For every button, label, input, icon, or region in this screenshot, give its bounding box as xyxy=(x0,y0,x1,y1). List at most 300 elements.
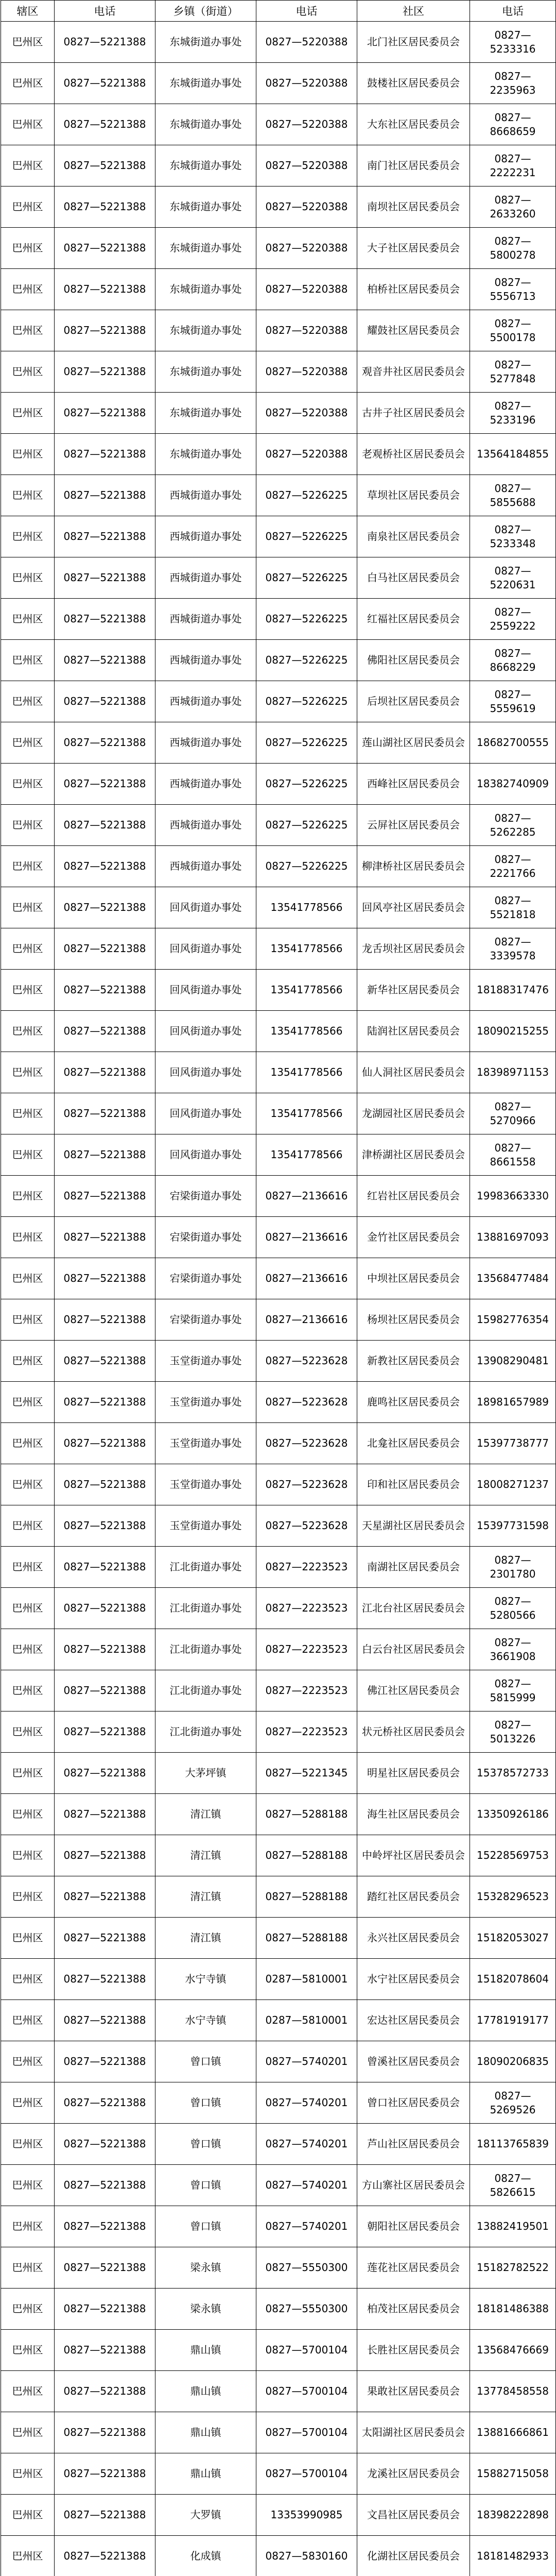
district-phone-cell: 0827—5221388 xyxy=(55,1299,155,1341)
township-cell: 玉堂街道办事处 xyxy=(155,1382,256,1423)
community-phone-cell: 15982776354 xyxy=(470,1299,556,1341)
community-cell: 北门社区居民委员会 xyxy=(357,22,470,63)
table-row xyxy=(1,2247,556,2289)
district-cell: 巴州区 xyxy=(1,1835,55,1876)
district-phone-cell: 0827—5221388 xyxy=(55,2330,155,2371)
township-cell: 东城街道办事处 xyxy=(155,269,256,310)
township-phone-cell: 0827—5220388 xyxy=(256,228,357,269)
community-cell: 中岭坪社区居民委员会 xyxy=(357,1835,470,1876)
community-cell: 江北台社区居民委员会 xyxy=(357,1588,470,1629)
district-cell: 巴州区 xyxy=(1,970,55,1011)
community-cell: 佛江社区居民委员会 xyxy=(357,1670,470,1711)
community-phone-cell: 18981657989 xyxy=(470,1382,556,1423)
community-cell: 龙舌坝社区居民委员会 xyxy=(357,928,470,970)
community-cell: 老观桥社区居民委员会 xyxy=(357,434,470,475)
header-township: 乡镇（街道） xyxy=(155,1,256,22)
township-phone-cell: 0827—5220388 xyxy=(256,22,357,63)
district-phone-cell: 0827—5221388 xyxy=(55,145,155,187)
district-cell: 巴州区 xyxy=(1,557,55,599)
township-cell: 东城街道办事处 xyxy=(155,351,256,393)
table-row xyxy=(1,2082,556,2124)
table-row xyxy=(1,516,556,557)
district-phone-cell: 0827—5221388 xyxy=(55,1217,155,1258)
township-cell: 西城街道办事处 xyxy=(155,722,256,764)
township-phone-cell: 0827—5226225 xyxy=(256,557,357,599)
community-cell: 天星湖社区居民委员会 xyxy=(357,1505,470,1547)
district-cell: 巴州区 xyxy=(1,2371,55,2412)
table-row xyxy=(1,1711,556,1753)
township-cell: 鼎山镇 xyxy=(155,2412,256,2453)
township-cell: 宕梁街道办事处 xyxy=(155,1217,256,1258)
district-cell: 巴州区 xyxy=(1,2289,55,2330)
township-phone-cell: 0827—5226225 xyxy=(256,846,357,887)
township-cell: 清江镇 xyxy=(155,1794,256,1835)
district-phone-cell: 0827—5221388 xyxy=(55,2289,155,2330)
community-cell: 陆润社区居民委员会 xyxy=(357,1011,470,1052)
community-cell: 柏茂社区居民委员会 xyxy=(357,2289,470,2330)
district-phone-cell: 0827—5221388 xyxy=(55,1505,155,1547)
township-phone-cell: 0827—2223523 xyxy=(256,1629,357,1670)
community-phone-cell: 0827—2301780 xyxy=(470,1547,556,1588)
district-phone-cell: 0827—5221388 xyxy=(55,846,155,887)
township-phone-cell: 0827—2223523 xyxy=(256,1547,357,1588)
township-phone-cell: 0287—5810001 xyxy=(256,2000,357,2041)
township-phone-cell: 0827—5220388 xyxy=(256,310,357,351)
township-cell: 东城街道办事处 xyxy=(155,63,256,104)
township-cell: 回风街道办事处 xyxy=(155,970,256,1011)
community-phone-cell: 13882419501 xyxy=(470,2206,556,2247)
community-cell: 北龛社区居民委员会 xyxy=(357,1423,470,1464)
district-phone-cell: 0827—5221388 xyxy=(55,2536,155,2576)
township-phone-cell: 0827—5220388 xyxy=(256,187,357,228)
community-phone-cell: 0827—5270966 xyxy=(470,1093,556,1134)
district-phone-cell: 0827—5221388 xyxy=(55,22,155,63)
district-cell: 巴州区 xyxy=(1,2495,55,2536)
district-phone-cell: 0827—5221388 xyxy=(55,2412,155,2453)
community-phone-cell: 18008271237 xyxy=(470,1464,556,1505)
district-phone-cell: 0827—5221388 xyxy=(55,1093,155,1134)
table-row xyxy=(1,970,556,1011)
table-row xyxy=(1,393,556,434)
district-cell: 巴州区 xyxy=(1,104,55,145)
community-cell: 莲山湖社区居民委员会 xyxy=(357,722,470,764)
township-cell: 东城街道办事处 xyxy=(155,104,256,145)
table-row xyxy=(1,1134,556,1176)
township-cell: 玉堂街道办事处 xyxy=(155,1464,256,1505)
community-cell: 红岩社区居民委员会 xyxy=(357,1176,470,1217)
community-cell: 后坝社区居民委员会 xyxy=(357,681,470,722)
community-phone-cell: 17781919177 xyxy=(470,2000,556,2041)
township-cell: 清江镇 xyxy=(155,1835,256,1876)
district-phone-cell: 0827—5221388 xyxy=(55,434,155,475)
community-cell: 水宁社区居民委员会 xyxy=(357,1959,470,2000)
district-phone-cell: 0827—5221388 xyxy=(55,928,155,970)
township-phone-cell: 0827—5288188 xyxy=(256,1876,357,1918)
district-phone-cell: 0827—5221388 xyxy=(55,1547,155,1588)
community-phone-cell: 0827—8661558 xyxy=(470,1134,556,1176)
table-row xyxy=(1,269,556,310)
township-phone-cell: 13541778566 xyxy=(256,1134,357,1176)
table-row xyxy=(1,2206,556,2247)
community-phone-cell: 18682700555 xyxy=(470,722,556,764)
district-cell: 巴州区 xyxy=(1,1176,55,1217)
community-cell: 龙溪社区居民委员会 xyxy=(357,2453,470,2495)
township-phone-cell: 0827—5220388 xyxy=(256,393,357,434)
community-cell: 永兴社区居民委员会 xyxy=(357,1918,470,1959)
community-cell: 长胜社区居民委员会 xyxy=(357,2330,470,2371)
community-phone-cell: 0827—5855688 xyxy=(470,475,556,516)
community-phone-cell: 18188317476 xyxy=(470,970,556,1011)
district-cell: 巴州区 xyxy=(1,2330,55,2371)
community-cell: 回风亭社区居民委员会 xyxy=(357,887,470,928)
table-row xyxy=(1,557,556,599)
table-row xyxy=(1,2371,556,2412)
community-phone-cell: 15328296523 xyxy=(470,1876,556,1918)
community-cell: 南坝社区居民委员会 xyxy=(357,187,470,228)
township-phone-cell: 0827—5550300 xyxy=(256,2289,357,2330)
township-phone-cell: 0827—2223523 xyxy=(256,1711,357,1753)
district-phone-cell: 0827—5221388 xyxy=(55,1670,155,1711)
header-district-phone: 电话 xyxy=(55,1,155,22)
table-row xyxy=(1,1670,556,1711)
district-phone-cell: 0827—5221388 xyxy=(55,640,155,681)
community-phone-cell: 18181482933 xyxy=(470,2536,556,2576)
district-phone-cell: 0827—5221388 xyxy=(55,1794,155,1835)
township-phone-cell: 0827—5226225 xyxy=(256,599,357,640)
community-cell: 古井子社区居民委员会 xyxy=(357,393,470,434)
township-cell: 西城街道办事处 xyxy=(155,640,256,681)
township-cell: 江北街道办事处 xyxy=(155,1547,256,1588)
district-cell: 巴州区 xyxy=(1,2165,55,2206)
table-row xyxy=(1,22,556,63)
township-cell: 清江镇 xyxy=(155,1876,256,1918)
township-phone-cell: 13541778566 xyxy=(256,1052,357,1093)
community-cell: 龙湖园社区居民委员会 xyxy=(357,1093,470,1134)
township-phone-cell: 0827—5700104 xyxy=(256,2371,357,2412)
district-phone-cell: 0827—5221388 xyxy=(55,2082,155,2124)
township-cell: 曾口镇 xyxy=(155,2165,256,2206)
community-phone-cell: 19983663330 xyxy=(470,1176,556,1217)
community-cell: 云屏社区居民委员会 xyxy=(357,805,470,846)
district-cell: 巴州区 xyxy=(1,1217,55,1258)
table-row xyxy=(1,351,556,393)
district-cell: 巴州区 xyxy=(1,1464,55,1505)
community-phone-cell: 0827—2633260 xyxy=(470,187,556,228)
district-cell: 巴州区 xyxy=(1,1382,55,1423)
township-phone-cell: 0827—5288188 xyxy=(256,1835,357,1876)
community-phone-cell: 18113765839 xyxy=(470,2124,556,2165)
district-phone-cell: 0827—5221388 xyxy=(55,269,155,310)
township-phone-cell: 0827—5223628 xyxy=(256,1505,357,1547)
community-contact-table xyxy=(1,0,556,2576)
community-cell: 芦山社区居民委员会 xyxy=(357,2124,470,2165)
district-phone-cell: 0827—5221388 xyxy=(55,228,155,269)
community-cell: 文昌社区居民委员会 xyxy=(357,2495,470,2536)
table-row xyxy=(1,434,556,475)
table-row xyxy=(1,1753,556,1794)
district-cell: 巴州区 xyxy=(1,887,55,928)
township-phone-cell: 13541778566 xyxy=(256,1011,357,1052)
district-phone-cell: 0827—5221388 xyxy=(55,1134,155,1176)
township-cell: 西城街道办事处 xyxy=(155,764,256,805)
township-cell: 鼎山镇 xyxy=(155,2371,256,2412)
table-row xyxy=(1,2124,556,2165)
township-cell: 玉堂街道办事处 xyxy=(155,1423,256,1464)
community-phone-cell: 0827—5815999 xyxy=(470,1670,556,1711)
table-row xyxy=(1,640,556,681)
table-row xyxy=(1,1299,556,1341)
district-phone-cell: 0827—5221388 xyxy=(55,516,155,557)
community-phone-cell: 15182053027 xyxy=(470,1918,556,1959)
township-phone-cell: 0827—5223628 xyxy=(256,1423,357,1464)
township-cell: 西城街道办事处 xyxy=(155,475,256,516)
community-cell: 杨坝社区居民委员会 xyxy=(357,1299,470,1341)
community-phone-cell: 13564184855 xyxy=(470,434,556,475)
district-cell: 巴州区 xyxy=(1,1341,55,1382)
district-cell: 巴州区 xyxy=(1,187,55,228)
township-cell: 回风街道办事处 xyxy=(155,928,256,970)
header-community-phone: 电话 xyxy=(470,1,556,22)
district-phone-cell: 0827—5221388 xyxy=(55,310,155,351)
table-row xyxy=(1,1547,556,1588)
community-phone-cell: 15397731598 xyxy=(470,1505,556,1547)
community-cell: 耀鼓社区居民委员会 xyxy=(357,310,470,351)
township-phone-cell: 0827—2136616 xyxy=(256,1217,357,1258)
district-phone-cell: 0827—5221388 xyxy=(55,104,155,145)
township-phone-cell: 0827—5226225 xyxy=(256,475,357,516)
district-phone-cell: 0827—5221388 xyxy=(55,1918,155,1959)
township-cell: 宕梁街道办事处 xyxy=(155,1299,256,1341)
district-phone-cell: 0827—5221388 xyxy=(55,970,155,1011)
township-cell: 化成镇 xyxy=(155,2536,256,2576)
township-phone-cell: 0827—5220388 xyxy=(256,145,357,187)
table-row xyxy=(1,2412,556,2453)
township-phone-cell: 0827—5226225 xyxy=(256,640,357,681)
community-cell: 曾口社区居民委员会 xyxy=(357,2082,470,2124)
community-phone-cell: 0827—2222231 xyxy=(470,145,556,187)
table-row xyxy=(1,681,556,722)
community-cell: 曾溪社区居民委员会 xyxy=(357,2041,470,2082)
township-cell: 水宁寺镇 xyxy=(155,2000,256,2041)
district-phone-cell: 0827—5221388 xyxy=(55,475,155,516)
table-row xyxy=(1,1959,556,2000)
community-phone-cell: 0827—3661908 xyxy=(470,1629,556,1670)
township-cell: 回风街道办事处 xyxy=(155,1011,256,1052)
township-phone-cell: 0827—5220388 xyxy=(256,434,357,475)
township-phone-cell: 0827—5220388 xyxy=(256,104,357,145)
community-cell: 观音井社区居民委员会 xyxy=(357,351,470,393)
table-row xyxy=(1,2000,556,2041)
township-cell: 西城街道办事处 xyxy=(155,681,256,722)
township-phone-cell: 0827—5226225 xyxy=(256,722,357,764)
district-phone-cell: 0827—5221388 xyxy=(55,887,155,928)
community-cell: 鹿鸣社区居民委员会 xyxy=(357,1382,470,1423)
community-phone-cell: 0827—5233316 xyxy=(470,22,556,63)
township-phone-cell: 0827—5220388 xyxy=(256,63,357,104)
township-phone-cell: 0827—5220388 xyxy=(256,351,357,393)
community-phone-cell: 13568476669 xyxy=(470,2330,556,2371)
community-phone-cell: 0827—5280566 xyxy=(470,1588,556,1629)
table-row xyxy=(1,887,556,928)
table-row xyxy=(1,2536,556,2576)
community-phone-cell: 0827—8668659 xyxy=(470,104,556,145)
township-phone-cell: 0827—5220388 xyxy=(256,269,357,310)
township-cell: 清江镇 xyxy=(155,1918,256,1959)
district-phone-cell: 0827—5221388 xyxy=(55,393,155,434)
township-phone-cell: 13541778566 xyxy=(256,928,357,970)
community-cell: 化湖社区居民委员会 xyxy=(357,2536,470,2576)
community-cell: 柳津桥社区居民委员会 xyxy=(357,846,470,887)
district-cell: 巴州区 xyxy=(1,2000,55,2041)
township-phone-cell: 0827—2136616 xyxy=(256,1176,357,1217)
township-cell: 东城街道办事处 xyxy=(155,393,256,434)
district-cell: 巴州区 xyxy=(1,1918,55,1959)
township-cell: 回风街道办事处 xyxy=(155,887,256,928)
district-phone-cell: 0827—5221388 xyxy=(55,1423,155,1464)
community-cell: 状元桥社区居民委员会 xyxy=(357,1711,470,1753)
community-cell: 南湖社区居民委员会 xyxy=(357,1547,470,1588)
township-cell: 西城街道办事处 xyxy=(155,846,256,887)
township-cell: 曾口镇 xyxy=(155,2082,256,2124)
township-phone-cell: 0827—5830160 xyxy=(256,2536,357,2576)
township-cell: 东城街道办事处 xyxy=(155,434,256,475)
township-cell: 梁永镇 xyxy=(155,2289,256,2330)
table-row xyxy=(1,722,556,764)
township-cell: 水宁寺镇 xyxy=(155,1959,256,2000)
table-row xyxy=(1,1423,556,1464)
table-row xyxy=(1,1258,556,1299)
district-phone-cell: 0827—5221388 xyxy=(55,1464,155,1505)
township-phone-cell: 0827—5223628 xyxy=(256,1464,357,1505)
community-phone-cell: 18181486388 xyxy=(470,2289,556,2330)
township-phone-cell: 0827—5700104 xyxy=(256,2412,357,2453)
district-phone-cell: 0827—5221388 xyxy=(55,1176,155,1217)
community-phone-cell: 0827—5277848 xyxy=(470,351,556,393)
district-cell: 巴州区 xyxy=(1,145,55,187)
district-cell: 巴州区 xyxy=(1,22,55,63)
district-phone-cell: 0827—5221388 xyxy=(55,2495,155,2536)
table-row xyxy=(1,1629,556,1670)
township-phone-cell: 0827—5223628 xyxy=(256,1341,357,1382)
community-cell: 朝阳社区居民委员会 xyxy=(357,2206,470,2247)
community-phone-cell: 0827—5500178 xyxy=(470,310,556,351)
township-cell: 江北街道办事处 xyxy=(155,1588,256,1629)
community-phone-cell: 15182078604 xyxy=(470,1959,556,2000)
district-phone-cell: 0827—5221388 xyxy=(55,1341,155,1382)
community-cell: 金竹社区居民委员会 xyxy=(357,1217,470,1258)
community-phone-cell: 0827—5800278 xyxy=(470,228,556,269)
district-cell: 巴州区 xyxy=(1,1052,55,1093)
township-phone-cell: 0827—5288188 xyxy=(256,1794,357,1835)
header-township-phone: 电话 xyxy=(256,1,357,22)
township-cell: 大茅坪镇 xyxy=(155,1753,256,1794)
district-cell: 巴州区 xyxy=(1,681,55,722)
township-phone-cell: 0827—5700104 xyxy=(256,2330,357,2371)
community-cell: 鼓楼社区居民委员会 xyxy=(357,63,470,104)
township-cell: 鼎山镇 xyxy=(155,2453,256,2495)
community-cell: 大东社区居民委员会 xyxy=(357,104,470,145)
district-cell: 巴州区 xyxy=(1,351,55,393)
township-phone-cell: 0827—5740201 xyxy=(256,2041,357,2082)
district-cell: 巴州区 xyxy=(1,1011,55,1052)
district-phone-cell: 0827—5221388 xyxy=(55,351,155,393)
community-phone-cell: 0827—8668229 xyxy=(470,640,556,681)
district-phone-cell: 0827—5221388 xyxy=(55,2247,155,2289)
township-cell: 曾口镇 xyxy=(155,2041,256,2082)
district-cell: 巴州区 xyxy=(1,1711,55,1753)
township-cell: 东城街道办事处 xyxy=(155,187,256,228)
township-cell: 江北街道办事处 xyxy=(155,1670,256,1711)
community-phone-cell: 0827—5559619 xyxy=(470,681,556,722)
community-phone-cell: 18382740909 xyxy=(470,764,556,805)
district-cell: 巴州区 xyxy=(1,2041,55,2082)
township-cell: 东城街道办事处 xyxy=(155,22,256,63)
township-phone-cell: 0287—5810001 xyxy=(256,1959,357,2000)
community-cell: 新华社区居民委员会 xyxy=(357,970,470,1011)
table-row xyxy=(1,228,556,269)
township-phone-cell: 13541778566 xyxy=(256,1093,357,1134)
district-cell: 巴州区 xyxy=(1,928,55,970)
community-phone-cell: 15397738777 xyxy=(470,1423,556,1464)
township-cell: 宕梁街道办事处 xyxy=(155,1258,256,1299)
community-phone-cell: 0827—2221766 xyxy=(470,846,556,887)
community-phone-cell: 15378572733 xyxy=(470,1753,556,1794)
district-cell: 巴州区 xyxy=(1,1629,55,1670)
township-phone-cell: 13541778566 xyxy=(256,887,357,928)
table-row xyxy=(1,2330,556,2371)
table-row xyxy=(1,1382,556,1423)
table-row xyxy=(1,145,556,187)
district-phone-cell: 0827—5221388 xyxy=(55,1959,155,2000)
district-phone-cell: 0827—5221388 xyxy=(55,805,155,846)
district-cell: 巴州区 xyxy=(1,269,55,310)
district-cell: 巴州区 xyxy=(1,2412,55,2453)
township-phone-cell: 0827—5700104 xyxy=(256,2453,357,2495)
table-row xyxy=(1,1052,556,1093)
district-cell: 巴州区 xyxy=(1,805,55,846)
community-phone-cell: 0827—2235963 xyxy=(470,63,556,104)
community-phone-cell: 0827—5826615 xyxy=(470,2165,556,2206)
district-cell: 巴州区 xyxy=(1,722,55,764)
table-row xyxy=(1,846,556,887)
township-cell: 西城街道办事处 xyxy=(155,557,256,599)
district-cell: 巴州区 xyxy=(1,516,55,557)
township-cell: 东城街道办事处 xyxy=(155,228,256,269)
district-phone-cell: 0827—5221388 xyxy=(55,187,155,228)
township-phone-cell: 0827—5223628 xyxy=(256,1382,357,1423)
township-phone-cell: 0827—5740201 xyxy=(256,2124,357,2165)
district-phone-cell: 0827—5221388 xyxy=(55,1629,155,1670)
community-cell: 海生社区居民委员会 xyxy=(357,1794,470,1835)
township-cell: 回风街道办事处 xyxy=(155,1052,256,1093)
township-cell: 回风街道办事处 xyxy=(155,1134,256,1176)
district-cell: 巴州区 xyxy=(1,63,55,104)
district-phone-cell: 0827—5221388 xyxy=(55,1711,155,1753)
district-cell: 巴州区 xyxy=(1,1753,55,1794)
table-row xyxy=(1,1176,556,1217)
community-phone-cell: 0827—5013226 xyxy=(470,1711,556,1753)
district-cell: 巴州区 xyxy=(1,2124,55,2165)
table-row xyxy=(1,1217,556,1258)
township-phone-cell: 0827—5221345 xyxy=(256,1753,357,1794)
district-cell: 巴州区 xyxy=(1,1588,55,1629)
district-cell: 巴州区 xyxy=(1,475,55,516)
community-cell: 宏达社区居民委员会 xyxy=(357,2000,470,2041)
community-phone-cell: 0827—5233348 xyxy=(470,516,556,557)
community-cell: 大子社区居民委员会 xyxy=(357,228,470,269)
table-row xyxy=(1,104,556,145)
district-cell: 巴州区 xyxy=(1,1299,55,1341)
